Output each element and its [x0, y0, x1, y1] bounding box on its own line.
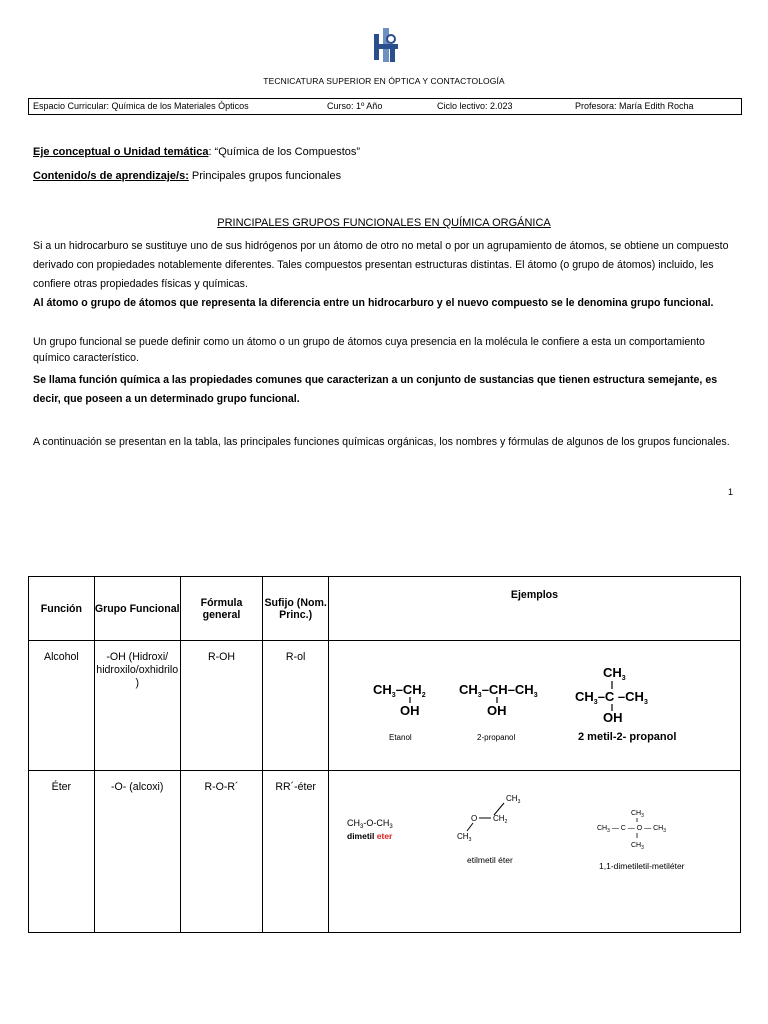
svg-text:OH: OH — [486, 703, 507, 718]
metilpropanol-structure — [575, 665, 648, 725]
profesora: Profesora: María Edith Rocha — [575, 101, 694, 111]
table-row — [29, 771, 741, 933]
paragraph-3: Un grupo funcional se puede definir como un átomo o un grupo de átomos cuya presencia en la molécula le confiere a esta un comportamiento químico característico. — [33, 336, 705, 364]
page-number: 1 — [728, 487, 734, 497]
header-ejemplos: Ejemplos — [328, 577, 740, 641]
svg-text:CH3: $CH_3$ — [456, 832, 472, 843]
svg-text:CH3–CH2: $CH_3-CH_2$ — [372, 682, 426, 699]
contenido-value: Principales grupos funcionales — [188, 170, 342, 182]
header-formula: Fórmula general — [180, 577, 263, 641]
svg-text:CH3: $CH_3$ — [505, 794, 521, 805]
row-eter-funcion: Éter — [51, 781, 72, 793]
paragraph-5: A continuación se presentan en la tabla, las principales funciones químicas orgánicas, los nombres y fórmulas de algunos de los grupos funcionales. — [33, 436, 730, 448]
svg-text:OH: OH — [602, 710, 623, 725]
metilpropanol-label: 2 metil-2- propanol — [577, 731, 677, 743]
ether-examples — [329, 771, 739, 931]
institution-logo — [366, 28, 406, 68]
curso: Curso: 1º Año — [327, 101, 383, 111]
row-eter-formula: R-O-R´ — [204, 781, 239, 793]
section-title: PRINCIPALES GRUPOS FUNCIONALES EN QUÍMICA ORGÁNICA — [217, 217, 551, 229]
paragraph-1: Si a un hidrocarburo se sustituye uno de sus hidrógenos por un átomo de otro no metal o por un agrupamiento de átomos, se obtiene un compuesto derivado con propiedades notablemente diferentes. Tales compuestos presentan estructuras distintas. El átomo (o grupo de átomos) incluido, les confiere otras propiedades físicas y químicas. — [33, 240, 729, 290]
svg-text:OH: OH — [399, 703, 420, 718]
header-grupo: Grupo Funcional — [94, 577, 180, 641]
alcohol-examples — [329, 641, 739, 769]
institution-name: TECNICATURA SUPERIOR EN ÓPTICA Y CONTACTOLOGÍA — [263, 76, 505, 86]
functional-groups-table — [28, 576, 741, 933]
table-row — [29, 641, 741, 771]
etilmetil-eter-structure — [457, 794, 521, 843]
eje-value: : “Química de los Compuestos” — [208, 146, 361, 158]
dimetiletil-metileter-label: 1,1-dimetiletil-metiléter — [598, 861, 685, 871]
etanol-label: Etanol — [388, 733, 412, 742]
row-alcohol-grupo: -OH (Hidroxi/ hidroxilo/oxhidrilo ) — [96, 651, 179, 689]
svg-text:CH3 — C — O — CH3: $CH_3$ — C — O — $CH_3$ — [596, 825, 666, 834]
svg-text:CH3: $CH_3$ — [602, 665, 626, 682]
header-funcion: Función — [29, 577, 95, 641]
row-alcohol-formula: R-OH — [207, 651, 236, 663]
paragraph-2: Al átomo o grupo de átomos que representa la diferencia entre un hidrocarburo y el nuevo compuesto se le denomina grupo funcional. — [33, 297, 714, 309]
propanol-label: 2-propanol — [476, 733, 516, 742]
paragraph-4: Se llama función química a las propiedades comunes que caracterizan a un conjunto de sustancias que tienen estructura semejante, es decir, que poseen a un determinado grupo funcional. — [33, 374, 718, 405]
eje-label: Eje conceptual o Unidad temática — [33, 146, 209, 158]
svg-text:CH2: $CH_2$ — [492, 814, 508, 825]
row-alcohol-funcion: Alcohol — [44, 651, 79, 663]
row-eter-grupo: -O- (alcoxi) — [111, 781, 164, 793]
svg-text:CH3: $CH_3$ — [630, 810, 644, 819]
svg-text:CH3–CH–CH3: $CH_3-CH-CH_3$ — [458, 682, 538, 699]
svg-text:CH3–C –CH3: $CH_3-C$ $-CH_3$ — [574, 689, 648, 706]
etanol-structure — [373, 682, 426, 718]
dimetiletil-metileter-structure — [597, 810, 666, 851]
dimetil-eter-structure — [347, 818, 393, 830]
row-eter-sufijo: RR´-éter — [275, 781, 316, 793]
espacio-curricular: Espacio Curricular: Química de los Materiales Ópticos — [33, 101, 249, 111]
eje-conceptual — [33, 146, 360, 158]
svg-text:CH3-O-CH3: $CH_3-O-CH_3$ — [346, 818, 393, 830]
propanol-structure — [459, 682, 538, 718]
ciclo-lectivo: Ciclo lectivo: 2.023 — [437, 101, 513, 111]
course-info-box — [28, 98, 742, 115]
dimetil-eter-label: dimetil eter — [346, 831, 393, 841]
table-header-row — [29, 577, 741, 641]
row-alcohol-sufijo: R-ol — [285, 651, 306, 663]
contenido — [33, 170, 341, 182]
svg-text:O: O — [470, 814, 478, 823]
contenido-label: Contenido/s de aprendizaje/s: — [33, 170, 189, 182]
etilmetil-eter-label: etilmetil éter — [466, 855, 513, 865]
header-sufijo: Sufijo (Nom. Princ.) — [263, 577, 329, 641]
svg-text:CH3: $CH_3$ — [630, 842, 644, 851]
